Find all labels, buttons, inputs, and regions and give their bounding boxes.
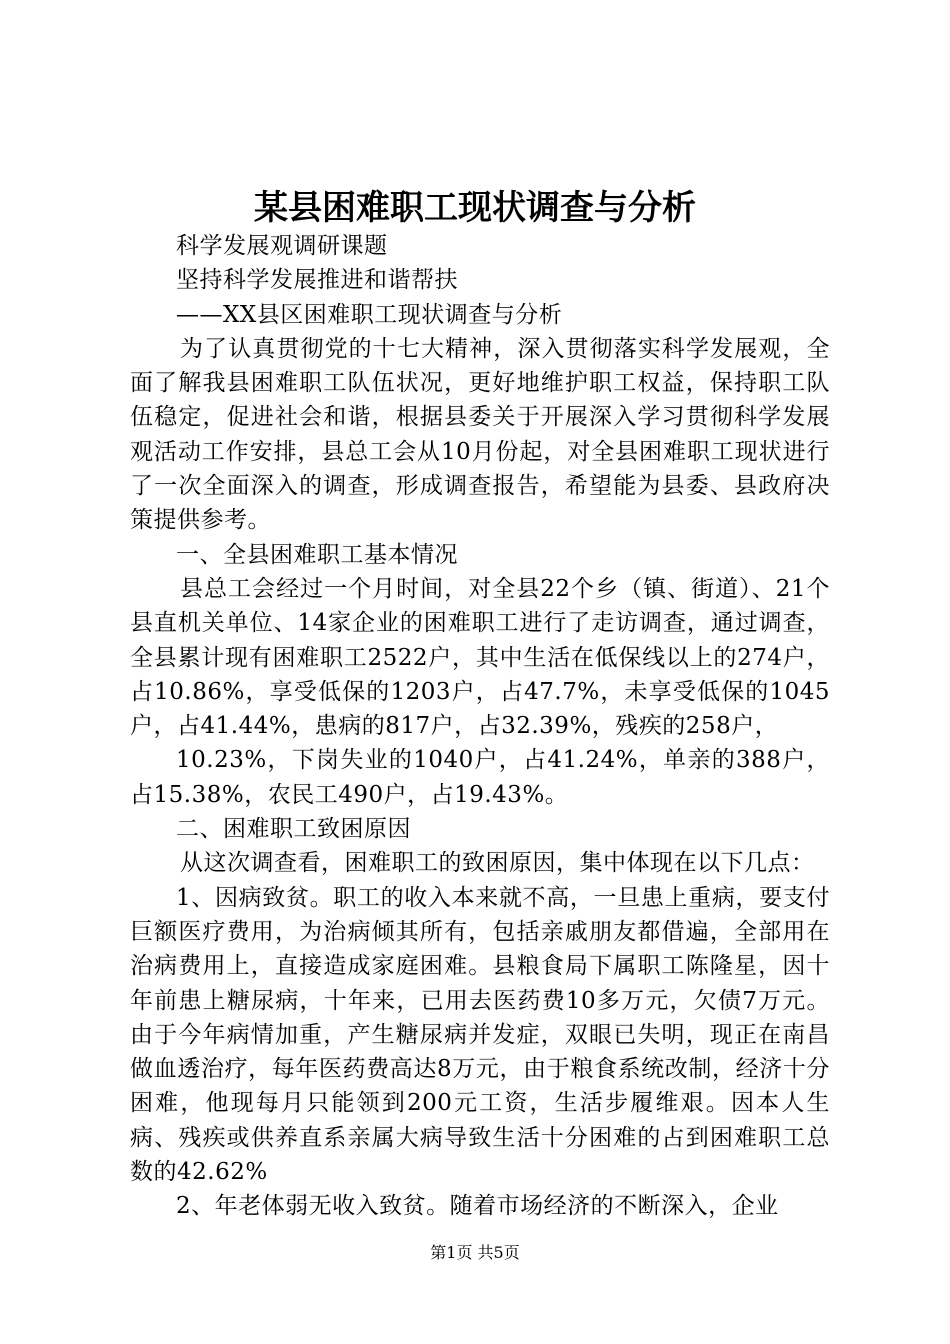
section-heading-1: 一、全县困难职工基本情况 (176, 541, 458, 568)
subtitle-line-2: 坚持科学发展推进和谐帮扶 (176, 267, 458, 294)
page-footer: 第1页 共5页 (430, 1243, 520, 1262)
section-2-intro: 从这次调查看，困难职工的致困原因，集中体现在以下几点： (180, 850, 815, 877)
document-title: 某县困难职工现状调查与分析 (254, 188, 696, 228)
document-body (130, 229, 830, 1224)
section-1-paragraph: 县总工会经过一个月时间，对全县22个乡（镇、街道）、21个县直机关单位、14家企业的困难职工进行了走访调查，通过调查，全县累计现有困难职工2522户，其中生活在低保线以上的274户，占10.86%，享受低保的1203户，占47.7%，未享受低保的1045户，占41.44%，患病的817户，占32.39%，残疾的258户， (130, 575, 830, 740)
subtitle-line-1: 科学发展观调研课题 (176, 233, 388, 259)
subtitle-line-3: ——XX县区困难职工现状调查与分析 (176, 301, 563, 328)
cause-2-paragraph: 2、年老体弱无收入致贫。随着市场经济的不断深入，企业 (176, 1193, 779, 1220)
cause-1-paragraph: 1、因病致贫。职工的收入本来就不高，一旦患上重病，要支付巨额医疗费用，为治病倾其所有，包括亲戚朋友都借遍，全部用在治病费用上，直接造成家庭困难。县粮食局下属职工陈隆星，因十年前患上糖尿病，十年来，已用去医药费10多万元，欠债7万元。由于今年病情加重，产生糖尿病并发症，双眼已失明，现正在南昌做血透治疗，每年医药费高达8万元，由于粮食系统改制，经济十分困难，他现每月只能领到200元工资，生活步履维艰。因本人生病、残疾或供养直系亲属大病导致生活十分困难的占到困难职工总数的42.62% (130, 884, 830, 1186)
intro-paragraph: 为了认真贯彻党的十七大精神，深入贯彻落实科学发展观，全面了解我县困难职工队伍状况，更好地维护职工权益，保持职工队伍稳定，促进社会和谐，根据县委关于开展深入学习贯彻科学发展观活动工作安排，县总工会从10月份起，对全县困难职工现状进行了一次全面深入的调查，形成调查报告，希望能为县委、县政府决策提供参考。 (130, 335, 830, 534)
section-1-continuation: 10.23%，下岗失业的1040户，占41.24%，单亲的388户，占15.38%，农民工490户，占19.43%。 (130, 747, 830, 808)
section-heading-2: 二、困难职工致困原因 (176, 816, 411, 843)
